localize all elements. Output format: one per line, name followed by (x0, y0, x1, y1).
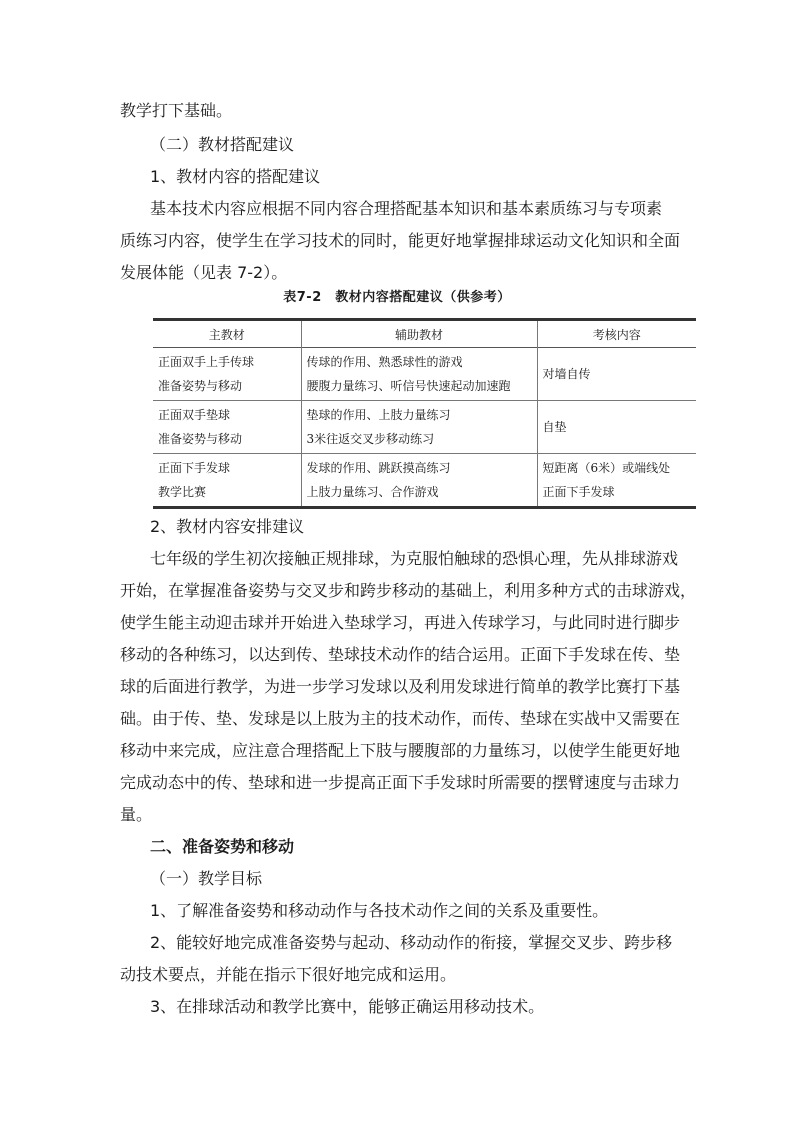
text-line: 3、在排球活动和教学比赛中，能够正确运用移动技术。 (150, 997, 545, 1016)
text-line: 教学打下基础。 (120, 101, 233, 120)
cell-text: 腰腹力量练习、听信号快速起动加速跑 (306, 379, 511, 393)
text-line: 移动的各种练习，以达到传、垫球技术动作的结合运用。正面下手发球在传、垫 (120, 645, 681, 664)
text-line: 2、能较好地完成准备姿势与起动、移动动作的衔接，掌握交叉步、跨步移 (150, 933, 673, 952)
cell-text: 传球的作用、熟悉球性的游戏 (306, 355, 463, 369)
item-heading: 2、教材内容安排建议 (150, 517, 305, 536)
text-line: 发展体能（见表 7-2）。 (120, 263, 288, 282)
main-material-cell (153, 401, 301, 454)
cell-text: 准备姿势与移动 (158, 432, 243, 446)
cell-text: 发球的作用、跳跃摸高练习 (306, 461, 451, 475)
cell-text: 短距离（6米）或端线处 (542, 461, 671, 475)
text-line: 七年级的学生初次接触正规排球，为克服怕触球的恐惧心理，先从排球游戏 (150, 549, 679, 568)
cell-text: 正面双手垫球 (158, 408, 231, 422)
cell-text: 教学比赛 (158, 485, 207, 499)
cell-text: 正面下手发球 (158, 461, 231, 475)
text-line: 础。由于传、垫、发球是以上肢为主的技术动作，而传、垫球在实战中又需要在 (120, 709, 681, 728)
exam-content-cell (537, 454, 696, 508)
text-line: 完成动态中的传、垫球和进一步提高正面下手发球时所需要的摆臂速度与击球力 (120, 773, 681, 792)
text-line: 开始，在掌握准备姿势与交叉步和跨步移动的基础上，利用多种方式的击球游戏， (120, 581, 697, 600)
cell-text: 上肢力量练习、合作游戏 (306, 485, 439, 499)
subsection-heading: （一）教学目标 (150, 869, 263, 888)
cell-text: 自垫 (542, 420, 567, 434)
table-row (153, 401, 696, 454)
content-table (153, 318, 696, 509)
text-line: 移动中来完成，应注意合理搭配上下肢与腰腹部的力量练习，以使学生能更好地 (120, 741, 681, 760)
main-material-cell (153, 454, 301, 508)
subsection-heading: （二）教材搭配建议 (150, 135, 295, 154)
section-heading: 二、准备姿势和移动 (150, 837, 295, 856)
table-row (153, 454, 696, 508)
text-line: 质练习内容，使学生在学习技术的同时，能更好地掌握排球运动文化知识和全面 (120, 231, 681, 250)
text-line: 1、了解准备姿势和移动动作与各技术动作之间的关系及重要性。 (150, 901, 609, 920)
text-line: 球的后面进行教学，为进一步学习发球以及利用发球进行简单的教学比赛打下基 (120, 677, 681, 696)
column-header: 主教材 (208, 327, 245, 342)
cell-text: 3米往返交叉步移动练习 (306, 432, 435, 446)
text-line: 动技术要点，并能在指示下很好地完成和运用。 (120, 965, 457, 984)
aux-material-cell (301, 454, 537, 508)
table-header-row (153, 320, 696, 348)
exam-content-cell (537, 401, 696, 454)
cell-text: 正面双手上手传球 (158, 355, 255, 369)
cell-text: 垫球的作用、上肢力量练习 (306, 408, 451, 422)
aux-material-cell (301, 348, 537, 401)
table-caption: 表7-2 教材内容搭配建议（供参考） (283, 290, 511, 305)
text-line: 量。 (120, 805, 153, 824)
cell-text: 对墙自传 (542, 367, 591, 381)
item-heading: 1、教材内容的搭配建议 (150, 167, 321, 186)
aux-material-cell (301, 401, 537, 454)
column-header: 考核内容 (537, 320, 696, 348)
cell-text: 正面下手发球 (542, 485, 615, 499)
table-row (153, 348, 696, 401)
main-material-cell (153, 348, 301, 401)
cell-text: 准备姿势与移动 (158, 379, 243, 393)
text-line: 使学生能主动迎击球并开始进入垫球学习，再进入传球学习，与此同时进行脚步 (120, 613, 681, 632)
column-header: 辅助教材 (301, 320, 537, 348)
text-line: 基本技术内容应根据不同内容合理搭配基本知识和基本素质练习与专项素 (150, 199, 663, 218)
exam-content-cell (537, 348, 696, 401)
